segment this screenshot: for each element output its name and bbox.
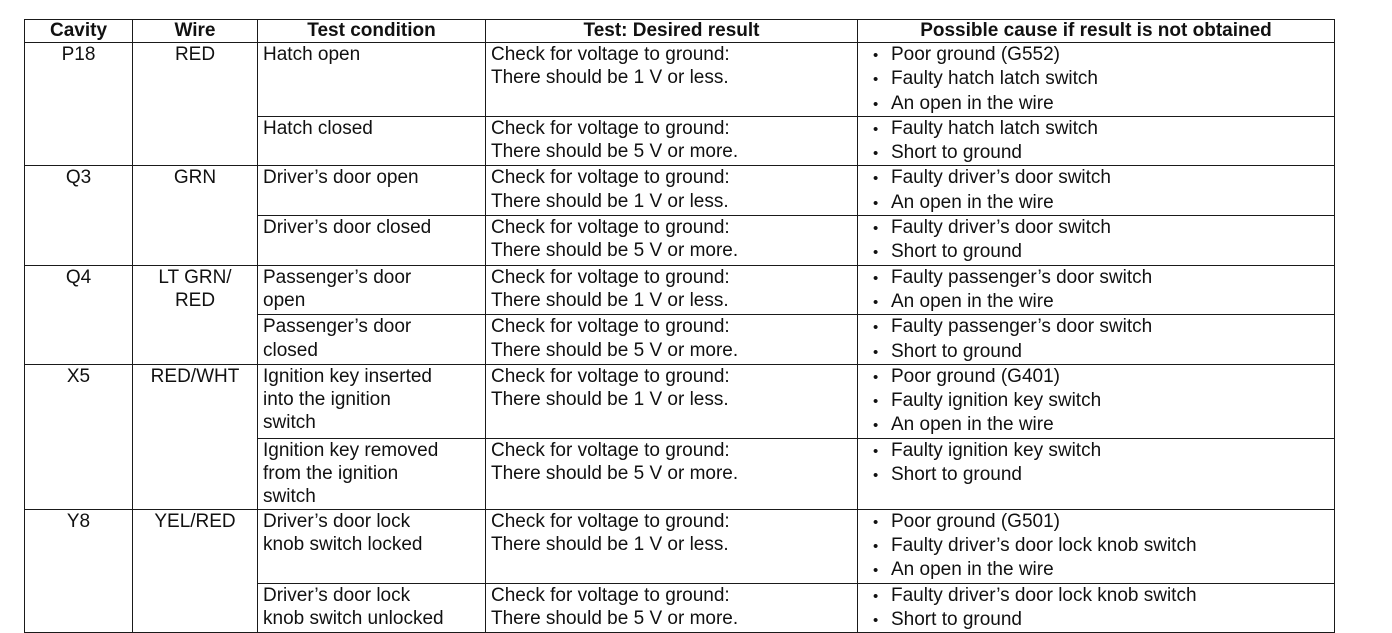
test-condition-line: knob switch unlocked [263, 607, 444, 629]
desired-result-line: There should be 1 V or less. [491, 67, 729, 89]
test-condition-line: open [263, 289, 306, 311]
desired-result-line: Check for voltage to ground: [491, 365, 730, 387]
desired-result-cell [486, 265, 858, 315]
cause-item [873, 315, 1329, 339]
test-condition-cell [258, 43, 486, 117]
desired-result-cell [486, 216, 858, 266]
header-desired-result: Test: Desired result [486, 20, 858, 43]
header-cavity: Cavity [25, 20, 133, 43]
test-condition-line: Ignition key inserted [263, 365, 432, 387]
wire-color-line: RED [174, 289, 216, 311]
cause-text: An open in the wire [891, 92, 1054, 114]
header-test-condition: Test condition [258, 20, 486, 43]
cavity-cell [25, 364, 133, 509]
cavity-value: Y8 [66, 510, 91, 532]
test-condition-line: Driver’s door lock [263, 584, 411, 606]
possible-cause-cell [858, 315, 1335, 365]
desired-result-line: Check for voltage to ground: [491, 44, 730, 65]
cavity-cell [25, 265, 133, 364]
cavity-cell [25, 509, 133, 632]
cause-text: Short to ground [891, 241, 1022, 263]
cause-item [873, 43, 1329, 67]
possible-cause-cell [858, 265, 1335, 315]
cavity-value: X5 [66, 365, 91, 387]
cause-item [873, 290, 1329, 314]
cause-text: Faulty ignition key switch [891, 439, 1102, 461]
desired-result-line: Check for voltage to ground: [491, 117, 730, 139]
cause-item [873, 67, 1329, 91]
cause-list [863, 166, 1329, 215]
cause-text: Poor ground (G552) [891, 44, 1060, 65]
cause-text: An open in the wire [891, 191, 1054, 213]
test-condition-cell [258, 364, 486, 438]
desired-result-cell [486, 438, 858, 509]
cause-list [863, 315, 1329, 364]
wire-color-line: YEL/RED [154, 510, 236, 532]
test-condition-cell [258, 116, 486, 166]
test-condition-line: switch [263, 412, 316, 434]
cause-item [873, 534, 1329, 558]
desired-result-line: Check for voltage to ground: [491, 316, 730, 338]
cavity-value: Q3 [65, 167, 92, 189]
desired-result-line: There should be 1 V or less. [491, 533, 729, 555]
table-row [25, 364, 1335, 438]
desired-result-cell [486, 116, 858, 166]
cause-item [873, 389, 1329, 413]
wire-cell [133, 166, 258, 265]
possible-cause-cell [858, 216, 1335, 266]
cause-item [873, 191, 1329, 215]
cause-text: Short to ground [891, 142, 1022, 164]
desired-result-line: Check for voltage to ground: [491, 584, 730, 606]
cause-text: Faulty driver’s door lock knob switch [891, 534, 1197, 556]
cause-text: Faulty driver’s door lock knob switch [891, 584, 1197, 606]
desired-result-line: There should be 1 V or less. [491, 190, 729, 212]
cause-text: An open in the wire [891, 559, 1054, 581]
desired-result-cell [486, 315, 858, 365]
table-body [25, 43, 1335, 633]
possible-cause-cell [858, 166, 1335, 216]
possible-cause-cell [858, 438, 1335, 509]
cause-text: Faulty hatch latch switch [891, 117, 1098, 139]
cause-list [863, 439, 1329, 488]
test-condition-line: knob switch locked [263, 533, 423, 555]
desired-result-line: There should be 5 V or more. [491, 463, 739, 485]
possible-cause-cell [858, 364, 1335, 438]
desired-result-line: Check for voltage to ground: [491, 167, 730, 189]
cause-text: Short to ground [891, 340, 1022, 362]
test-condition-cell [258, 509, 486, 583]
header-wire: Wire [133, 20, 258, 43]
header-row [25, 20, 1335, 43]
cavity-cell [25, 166, 133, 265]
cause-text: Faulty driver’s door switch [891, 167, 1111, 189]
test-condition-line: from the ignition [263, 463, 399, 485]
desired-result-line: Check for voltage to ground: [491, 510, 730, 532]
cause-item [873, 216, 1329, 240]
desired-result-cell [486, 364, 858, 438]
desired-result-cell [486, 583, 858, 633]
possible-cause-cell [858, 583, 1335, 633]
wire-cell [133, 509, 258, 632]
wire-color-line: GRN [173, 167, 217, 189]
desired-result-line: There should be 1 V or less. [491, 289, 729, 311]
header-possible-cause: Possible cause if result is not obtained [858, 20, 1335, 43]
desired-result-line: There should be 5 V or more. [491, 339, 739, 361]
possible-cause-cell [858, 509, 1335, 583]
cause-text: Poor ground (G501) [891, 510, 1060, 532]
desired-result-line: There should be 5 V or more. [491, 240, 739, 262]
wire-cell [133, 43, 258, 166]
desired-result-line: Check for voltage to ground: [491, 217, 730, 239]
test-condition-line: Ignition key removed [263, 439, 439, 461]
cause-item [873, 558, 1329, 582]
test-condition-line: Hatch closed [263, 117, 373, 139]
cause-item [873, 92, 1329, 116]
wire-color-line: RED [174, 44, 216, 65]
cause-item [873, 166, 1329, 190]
desired-result-line: Check for voltage to ground: [491, 439, 730, 461]
desired-result-cell [486, 166, 858, 216]
cavity-value: Q4 [65, 266, 92, 288]
cause-item [873, 584, 1329, 608]
test-condition-cell [258, 438, 486, 509]
cause-list [863, 365, 1329, 438]
wire-cell [133, 364, 258, 509]
cause-list [863, 43, 1329, 116]
cause-list [863, 266, 1329, 315]
test-condition-line: Passenger’s door [263, 266, 412, 288]
cause-item [873, 510, 1329, 534]
cause-text: An open in the wire [891, 414, 1054, 436]
cause-text: Poor ground (G401) [891, 365, 1060, 387]
cause-text: Faulty ignition key switch [891, 390, 1102, 412]
cause-list [863, 584, 1329, 633]
desired-result-line: There should be 1 V or less. [491, 389, 729, 411]
desired-result-line: Check for voltage to ground: [491, 266, 730, 288]
cause-text: Faulty passenger’s door switch [891, 316, 1153, 338]
test-condition-cell [258, 216, 486, 266]
table-row [25, 166, 1335, 216]
possible-cause-cell [858, 116, 1335, 166]
wire-color-line: RED/WHT [150, 365, 240, 387]
possible-cause-cell [858, 43, 1335, 117]
cause-item [873, 266, 1329, 290]
cause-list [863, 117, 1329, 166]
cause-text: Faulty hatch latch switch [891, 68, 1098, 90]
desired-result-line: There should be 5 V or more. [491, 141, 739, 163]
test-condition-line: closed [263, 339, 318, 361]
cause-item [873, 365, 1329, 389]
test-condition-cell [258, 583, 486, 633]
cause-item [873, 117, 1329, 141]
cause-item [873, 413, 1329, 437]
wire-cell [133, 265, 258, 364]
cause-list [863, 216, 1329, 265]
cause-item [873, 240, 1329, 264]
wire-color-line: LT GRN/ [158, 266, 232, 288]
cause-item [873, 463, 1329, 487]
test-condition-line: switch [263, 486, 316, 508]
cavity-cell [25, 43, 133, 166]
desired-result-cell [486, 43, 858, 117]
test-condition-cell [258, 166, 486, 216]
desired-result-line: There should be 5 V or more. [491, 607, 739, 629]
cause-text: Faulty passenger’s door switch [891, 266, 1153, 288]
cause-text: Short to ground [891, 464, 1022, 486]
cause-item [873, 439, 1329, 463]
table-row [25, 509, 1335, 583]
test-condition-line: Driver’s door open [263, 167, 419, 189]
table-row [25, 43, 1335, 117]
table-row [25, 265, 1335, 315]
test-table-container [24, 19, 1334, 633]
test-condition-line: Passenger’s door [263, 316, 412, 338]
test-condition-line: Driver’s door lock [263, 510, 411, 532]
test-table [24, 19, 1335, 633]
cause-text: Short to ground [891, 608, 1022, 630]
desired-result-cell [486, 509, 858, 583]
cause-text: An open in the wire [891, 290, 1054, 312]
cause-item [873, 141, 1329, 165]
test-condition-line: Driver’s door closed [263, 217, 432, 239]
cavity-value: P18 [61, 44, 96, 65]
cause-text: Faulty driver’s door switch [891, 217, 1111, 239]
test-condition-line: Hatch open [263, 44, 361, 65]
test-condition-cell [258, 265, 486, 315]
test-condition-cell [258, 315, 486, 365]
test-condition-line: into the ignition [263, 389, 391, 411]
cause-item [873, 340, 1329, 364]
cause-list [863, 510, 1329, 583]
